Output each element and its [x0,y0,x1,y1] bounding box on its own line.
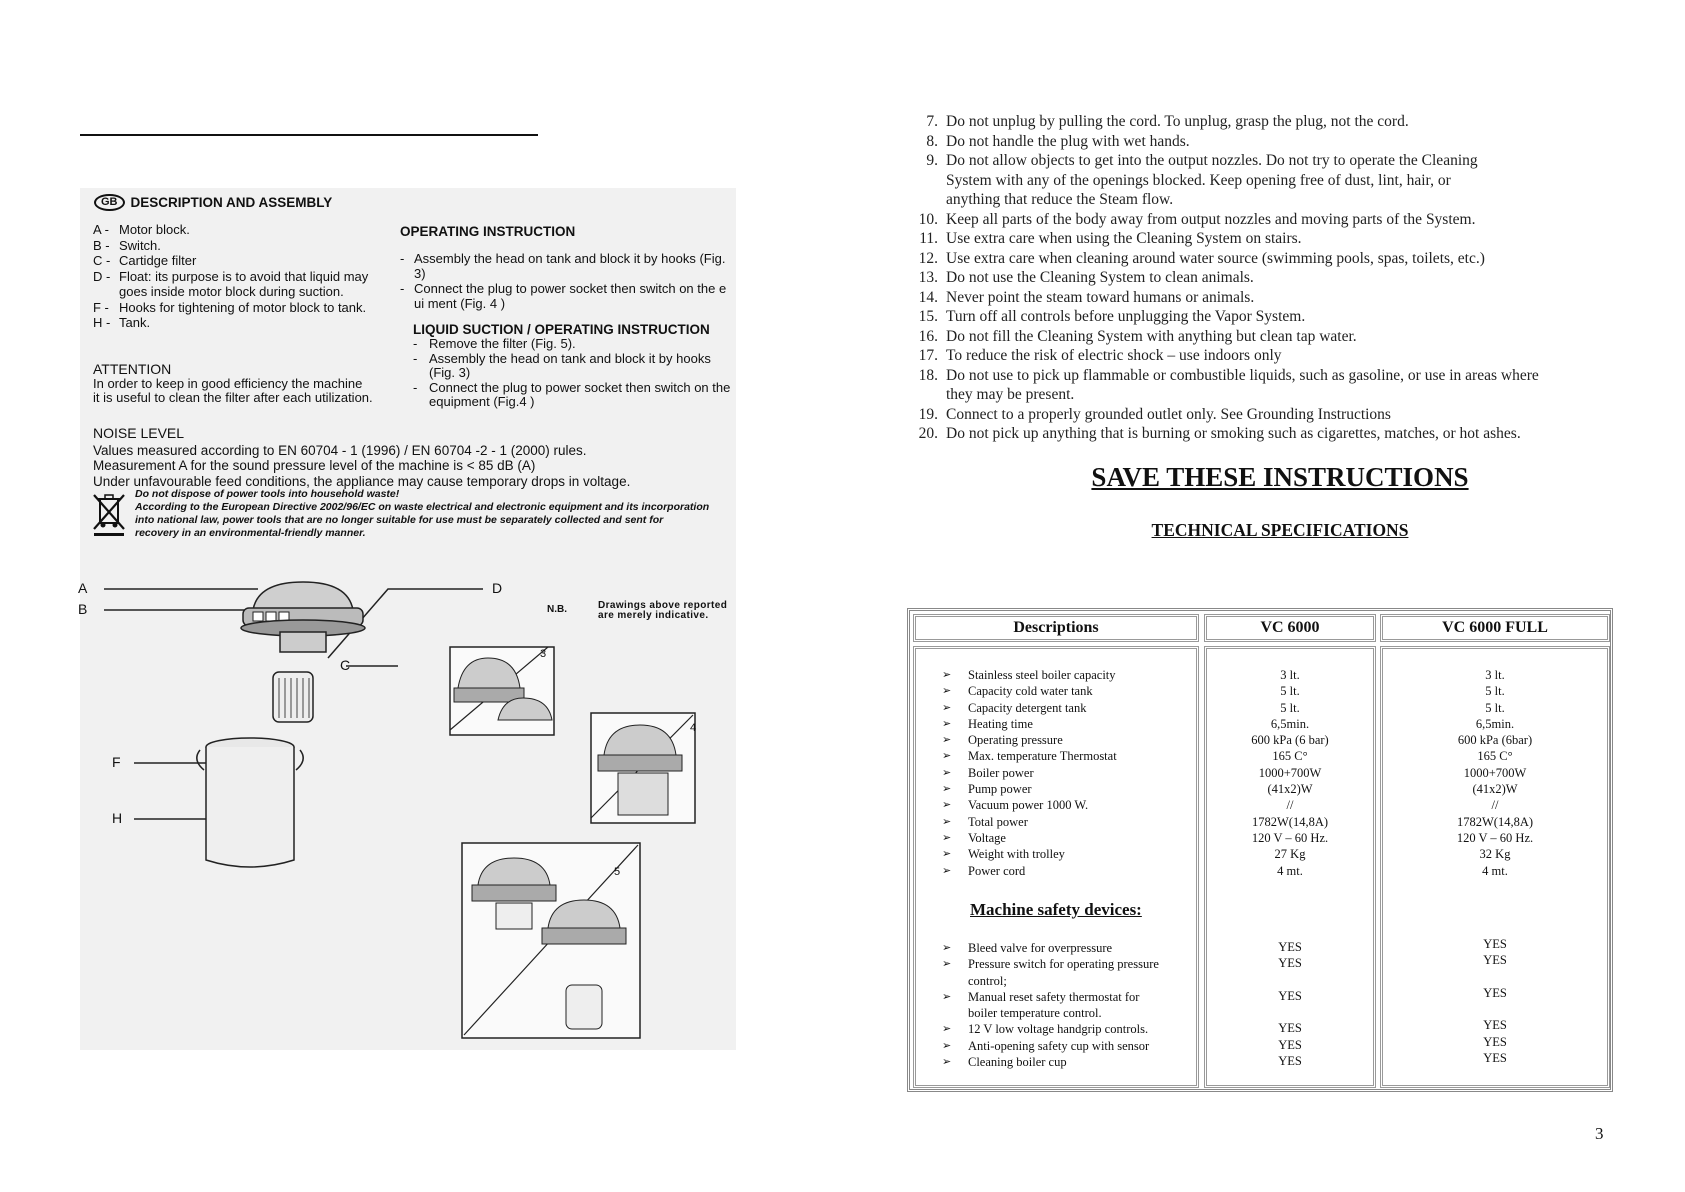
spec-row [942,748,1117,764]
vc6000-full-spec-values [1383,667,1607,879]
nb-label: N.B. [547,604,567,615]
safety-value-vc6000-full: YES [1483,953,1507,968]
rule-line: Do not handle the plug with wet hands. [946,132,1190,150]
spec-value-vc6000-full: 120 V – 60 Hz. [1456,830,1534,845]
header-vc6000-full: VC 6000 FULL [1442,619,1548,636]
spec-label: Boiler power [968,765,1034,780]
bullet-arrow-icon: ➢ [942,942,952,954]
rule-number: 8. [926,132,938,150]
part-label: Motor block. [119,222,190,237]
rule-text [946,346,1660,366]
spec-value-vc6000: 600 kPa (6 bar) [1251,733,1329,748]
bullet-spacer [942,1005,968,1021]
spec-value-vc6000: 165 C° [1272,749,1308,764]
rule-text [946,327,1660,347]
assembly-illustration [78,570,738,1050]
bullet-arrow-icon: ➢ [942,701,952,714]
spec-label: Pump power [968,782,1032,797]
spec-value-vc6000: 5 lt. [1280,700,1300,715]
spec-label: Vacuum power 1000 W. [968,798,1089,813]
safety-label: control; [968,973,1007,988]
safety-row [942,940,1159,956]
spec-value-vc6000: 27 Kg [1274,847,1306,862]
liquid-step: - Assembly the head on tank and block it by hooks (Fig. 3) [413,350,711,380]
safety-row [942,1021,1159,1037]
spec-value-vc6000-full: 5 lt. [1485,684,1505,699]
rule-item [900,366,1660,405]
part-label: Float: its purpose is to avoid that liquid may [119,268,369,284]
bullet-spacer [942,973,968,989]
vc6000-full-cell [1380,646,1610,1088]
part-item [93,238,393,254]
rule-item [900,424,1660,444]
spec-row [942,863,1117,879]
rule-number: 12. [918,249,938,267]
rule-item [900,249,1660,269]
spec-row [942,797,1117,813]
safety-value-vc6000: YES [1278,1054,1302,1069]
rule-item [900,327,1660,347]
spec-label: Capacity cold water tank [968,684,1093,699]
attention-line: it is useful to clean the filter after each utilization. [93,390,373,405]
attention-block [93,362,403,406]
rule-line: Use extra care when cleaning around water source (swimming pools, spas, toilets, etc.) [946,249,1485,267]
part-label: Switch. [119,237,161,253]
rule-line: Never point the steam toward humans or animals. [946,288,1255,306]
rule-text [946,288,1660,308]
spec-label: Operating pressure [968,733,1063,748]
header-cell [1204,614,1376,642]
spec-value-vc6000: (41x2)W [1267,782,1313,797]
spec-value-vc6000: 1782W(14,8A) [1251,814,1329,829]
part-item [93,222,393,238]
spec-value-vc6000-full: 6,5min. [1475,716,1515,731]
part-key: C - [93,253,111,268]
rule-text [946,366,1660,405]
safety-label: Anti-opening safety cup with sensor [968,1038,1150,1053]
spec-table [907,608,1613,1092]
spec-row [942,781,1117,797]
liquid-step: - Connect the plug to power socket then switch on the equipment (Fig.4 ) [413,379,731,409]
rule-item [900,151,1660,210]
attention-line: In order to keep in good efficiency the machine [93,375,363,391]
spec-value-vc6000-full: 1782W(14,8A) [1456,814,1534,829]
spec-value-vc6000: 3 lt. [1280,668,1300,682]
spec-value-vc6000-full: 165 C° [1477,749,1513,764]
safety-value-vc6000-full: YES [1483,1018,1507,1033]
rule-line: anything that reduce the Steam flow. [946,191,1174,208]
bullet-arrow-icon: ➢ [942,1039,952,1052]
section-heading [94,194,332,211]
liquid-step: - Remove the filter (Fig. 5). [413,336,576,351]
spec-row [942,814,1117,830]
bullet-arrow-icon: ➢ [942,990,952,1003]
rule-number: 16. [918,327,938,345]
safety-value-vc6000-full: YES [1483,937,1507,951]
figure-5-label: 5 [614,866,621,878]
header-cell [1380,614,1610,642]
callout-b: B [78,601,88,617]
tech-specs-title: TECHNICAL SPECIFICATIONS [1151,520,1409,540]
spec-label-list [942,667,1117,879]
bullet-arrow-icon: ➢ [942,815,952,828]
operating-steps [400,251,730,311]
safety-row [942,973,1159,989]
language-badge: GB [94,194,125,211]
figure-3-label: 3 [540,648,547,660]
spec-label: Power cord [968,863,1026,878]
spec-value-vc6000: 120 V – 60 Hz. [1251,830,1329,845]
safety-devices-title: Machine safety devices: [970,900,1142,919]
safety-value-vc6000-full: YES [1483,1051,1507,1066]
save-instructions-title: SAVE THESE INSTRUCTIONS [1091,462,1469,492]
parts-list [93,222,393,331]
spec-label: Heating time [968,716,1033,731]
crossed-bin-icon [92,491,126,537]
rule-line: To reduce the risk of electric shock – use indoors only [946,347,1282,364]
rule-number: 15. [918,308,938,325]
spec-value-vc6000-full: 4 mt. [1482,863,1508,878]
bullet-arrow-icon: ➢ [942,766,952,779]
weee-notice: Do not dispose of power tools into household waste! According to the European Directive 2002/96/EC on waste electrical and electronic equipment and its incorporation into national law, power tools that are no longer suitable for use must be separately collected and sent for recovery in an environmental-friendly manner. [135,488,710,539]
rule-number: 18. [918,366,938,384]
spec-row [942,830,1117,846]
safety-label: Cleaning boiler cup [968,1055,1067,1070]
header-rule [80,134,538,136]
rule-line: Do not unplug by pulling the cord. To unplug, grasp the plug, not the cord. [946,113,1409,130]
spec-row [942,732,1117,748]
safety-row [942,989,1159,1005]
safety-label: Pressure switch for operating pressure [968,957,1159,972]
spec-label: Stainless steel boiler capacity [968,668,1116,682]
rule-text [946,424,1660,444]
safety-value-vc6000: YES [1278,1037,1302,1052]
rule-number: 20. [918,425,938,442]
part-label: goes inside motor block during suction. [119,284,344,299]
safety-label: Manual reset safety thermostat for [968,989,1140,1004]
vc6000-cell [1204,646,1376,1088]
spec-label: Max. temperature Thermostat [968,749,1117,764]
rule-item [900,132,1660,152]
operating-step: - Assembly the head on tank and block it by hooks (Fig. 3) [400,251,726,281]
callout-f: F [112,754,121,770]
bullet-arrow-icon: ➢ [942,1056,952,1069]
vc6000-safety-values [1207,939,1373,1069]
noise-line: Values measured according to EN 60704 - 1 (1996) / EN 60704 -2 - 1 (2000) rules. [93,442,587,458]
spec-row [942,716,1117,732]
header-cell [913,614,1199,642]
safety-value-vc6000-full: YES [1483,1034,1507,1049]
rule-number: 19. [918,405,938,423]
rule-line: Do not fill the Cleaning System with anything but clean tap water. [946,327,1357,345]
noise-line: Under unfavourable feed conditions, the appliance may cause temporary drops in voltage. [93,473,631,489]
descriptions-cell [913,646,1199,1088]
bullet-arrow-icon: ➢ [942,783,952,796]
spec-value-vc6000-full: (41x2)W [1472,782,1518,797]
rule-text [946,151,1660,210]
rule-item [900,288,1660,308]
figure-4-label: 4 [690,722,697,734]
bullet-arrow-icon: ➢ [942,750,952,763]
spec-row [942,683,1117,699]
rule-text [946,112,1660,132]
rule-line: they may be present. [946,386,1075,403]
spec-value-vc6000: 6,5min. [1270,716,1310,731]
spec-value-vc6000: // [1286,798,1294,813]
rule-line: Connect to a properly grounded outlet only. See Grounding Instructions [946,405,1391,423]
safety-label: 12 V low voltage handgrip controls. [968,1022,1149,1037]
spec-value-vc6000-full: 3 lt. [1485,668,1505,682]
rule-line: Do not pick up anything that is burning or smoking such as cigarettes, matches, or hot ashes. [946,425,1521,442]
bullet-arrow-icon: ➢ [942,958,952,971]
rule-line: System with any of the openings blocked. Keep opening free of dust, lint, hair, or [946,171,1451,189]
rule-text [946,132,1660,152]
rule-line: Do not use to pick up flammable or combustible liquids, such as gasoline, or use in areas where [946,366,1539,384]
bullet-arrow-icon: ➢ [942,1023,952,1036]
part-label: Cartidge filter [119,253,197,268]
rule-number: 7. [926,113,938,130]
safety-value-vc6000: YES [1278,988,1302,1003]
attention-title: ATTENTION [93,361,172,377]
bullet-arrow-icon: ➢ [942,799,952,812]
rule-item [900,346,1660,366]
spec-value-vc6000-full: 32 Kg [1479,847,1511,862]
part-item [93,300,393,316]
safety-value-vc6000: YES [1278,1021,1302,1036]
part-key: F - [93,299,109,315]
rule-text [946,249,1660,269]
spec-value-vc6000: 1000+700W [1258,765,1322,780]
bullet-arrow-icon: ➢ [942,717,952,730]
rule-number: 13. [918,269,938,286]
rule-number: 17. [918,347,938,364]
spec-value-vc6000-full: 1000+700W [1463,765,1527,780]
safety-label: Bleed valve for overpressure [968,941,1113,955]
header-vc6000: VC 6000 [1260,619,1320,636]
rule-number: 11. [919,230,938,247]
rule-item [900,210,1660,230]
spec-value-vc6000-full: 5 lt. [1485,700,1505,715]
spec-label: Weight with trolley [968,847,1065,862]
rule-text [946,307,1660,327]
rule-text [946,268,1660,288]
rule-item [900,307,1660,327]
operating-title: OPERATING INSTRUCTION [400,224,576,239]
callout-a: A [78,580,88,596]
rule-text [946,210,1660,230]
spec-label: Total power [968,814,1028,829]
rule-line: Do not allow objects to get into the output nozzles. Do not try to operate the Cleaning [946,152,1478,169]
bullet-arrow-icon: ➢ [942,685,952,698]
part-label: Tank. [119,315,151,330]
part-key: A - [93,222,109,237]
safety-label-list [942,940,1159,1070]
rule-line: Keep all parts of the body away from output nozzles and moving parts of the System. [946,210,1476,228]
bullet-arrow-icon: ➢ [942,864,952,877]
safety-value-vc6000: YES [1278,956,1302,971]
safety-value-vc6000-full: YES [1483,985,1507,1000]
rule-number: 10. [918,210,938,228]
rule-item [900,112,1660,132]
rule-line: Turn off all controls before unplugging the Vapor System. [946,308,1306,325]
spec-label: Voltage [968,830,1006,845]
bullet-arrow-icon: ➢ [942,669,952,681]
section-title: DESCRIPTION AND ASSEMBLY [130,195,333,210]
noise-title: NOISE LEVEL [93,425,185,441]
bullet-arrow-icon: ➢ [942,831,952,844]
spec-row [942,700,1117,716]
rule-item [900,405,1660,425]
spec-value-vc6000: 5 lt. [1280,684,1300,699]
part-item [93,284,393,300]
callout-c: C [340,657,351,673]
part-item [93,269,393,285]
safety-label: boiler temperature control. [968,1006,1102,1021]
vc6000-full-safety-values [1383,936,1607,1066]
rule-item [900,268,1660,288]
safety-row [942,1005,1159,1021]
drawings-note: Drawings above reported are merely indicative. [598,600,728,621]
spec-row [942,765,1117,781]
callout-d: D [492,580,503,596]
page-number: 3 [1595,1124,1604,1143]
safety-row [942,1054,1159,1070]
liquid-suction-steps [413,337,731,410]
spec-row [942,846,1117,862]
rule-line: Do not use the Cleaning System to clean animals. [946,269,1254,286]
safety-value-vc6000: YES [1278,940,1302,954]
part-item [93,253,393,269]
part-key: B - [93,237,110,253]
rule-line: Use extra care when using the Cleaning System on stairs. [946,230,1302,247]
part-key: H - [93,315,111,330]
part-label: Hooks for tightening of motor block to tank. [119,299,367,315]
noise-line: Measurement A for the sound pressure level of the machine is < 85 dB (A) [93,458,536,473]
spec-value-vc6000-full: 600 kPa (6bar) [1457,733,1533,748]
safety-rules-list [900,112,1660,444]
rule-item [900,229,1660,249]
bullet-arrow-icon: ➢ [942,848,952,861]
vc6000-spec-values [1207,667,1373,879]
rule-text [946,405,1660,425]
operating-step: - Connect the plug to power socket then switch on the e ui ment (Fig. 4 ) [400,281,727,311]
bullet-arrow-icon: ➢ [942,734,952,747]
part-item [93,315,393,331]
liquid-suction-title: LIQUID SUCTION / OPERATING INSTRUCTION [413,322,710,337]
spec-value-vc6000: 4 mt. [1277,863,1303,878]
safety-row [942,1038,1159,1054]
header-descriptions: Descriptions [1013,619,1099,636]
spec-row [942,667,1117,683]
spec-label: Capacity detergent tank [968,700,1087,715]
rule-number: 9. [926,152,938,169]
spec-value-vc6000-full: // [1491,798,1499,813]
rule-text [946,229,1660,249]
safety-row [942,956,1159,972]
noise-level-block [93,426,733,489]
rule-number: 14. [918,288,938,306]
part-key: D - [93,268,111,284]
callout-h: H [112,810,123,826]
